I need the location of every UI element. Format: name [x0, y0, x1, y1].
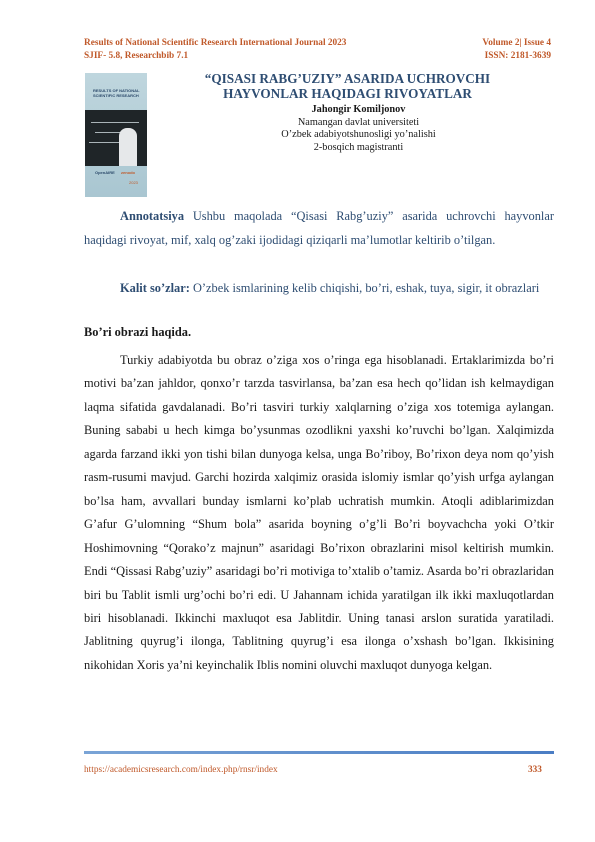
journal-cover-image [85, 73, 147, 197]
footer-rule [84, 751, 554, 754]
cover-photo [85, 110, 147, 166]
author-block [200, 104, 517, 154]
section-heading: Bo’ri obrazi haqida. [84, 325, 192, 339]
cover-year: 2023 [129, 180, 138, 185]
article-title [160, 72, 535, 101]
page-header [84, 37, 551, 62]
openaire-logo: OpenAIRE [95, 170, 115, 175]
zenodo-logo: zenodo [121, 170, 135, 175]
abstract [84, 205, 554, 252]
abstract-text: Ushbu maqolada “Qisasi Rabg’uziy” asarida uchrovchi hayvonlar haqidagi rivoyat, mif, xalq og’zaki ijodidagi qiziqarli ma’lumotlar keltirib o’tilgan. [84, 209, 554, 247]
volume-issue: Volume 2| Issue 4 [482, 38, 551, 48]
keywords-label: Kalit so’zlar: [120, 281, 190, 295]
impact-factors: SJIF- 5.8, Researchbib 7.1 [84, 50, 189, 61]
journal-name: Results of National Scientific Research International Journal 2023 [84, 38, 347, 48]
keywords [84, 277, 554, 301]
title-line-2: HAYVONLAR HAQIDAGI RIVOYATLAR [223, 85, 472, 101]
body-paragraph: Turkiy adabiyotda bu obraz o’ziga xos o’ringa ega hisoblanadi. Ertaklarimizda bo’ri motivi ba’zan jahldor, qonxo’r tarzda tasvirlansa, ba’zan esa hech qo’lidan ish kelmaydigan laqma sifatida gavdalanadi. Bo’ri tasviri turkiy xalqlarning o’ziga xos totemiga aylangan. Buning sababi u hech kimga bo’ysunmas ozodlikni yaxshi ko’ruvchi bo’lgan. Xalqimizda agarda farzand ikki yon tishi bilan dunyoga kelsa, unga Bo’riboy, Bo’rixon deya nom qo’yish rasm-rusumi mavjud. Garchi hozirda xalqimiz orasida islomiy ismlar qo’yish urfga aylangan bo’lsa ham, avvallari bunday ismlarni ko’plab uchratish mumkin. Atoqli adiblarimizdan G’afur G’ulomning “Shum bola” asarida boyning o’g’li Bo’ri boyvachcha yoki O’tkir Hoshimovning “Qorako’z majnun” asaridagi Bo’rixon obrazlarini misol keltirish mumkin. Endi “Qissasi Rabg’uziy” asaridagi bo’ri motiviga to’xtalib o’tamiz. Asarda bo’ri obrazlaridan biri bu Tablit ismli urg’ochi bo’ri edi. U Jahannam ichida yaratilgan ilk ikki maxluqotlardan biri hisoblanadi. Ikkinchi maxluqot esa Jablitdir. Uning tanasi arslon suratida yaratiladi. Jablitning quyrug’i ilonga, Tablitning quyrug’i esa ilonga o’xshash bo’lgan. Ikkisining nikohidan Xoris ya’ni keyinchalik Iblis nomini oluvchi maxluqot dunyoga kelgan. [84, 353, 554, 672]
keywords-text: O’zbek ismlarining kelib chiqishi, bo’ri, eshak, tuya, sigir, it obrazlari [189, 281, 540, 295]
abstract-label: Annotatsiya [120, 209, 185, 223]
affiliation-department: O’zbek adabiyotshunosligi yo’nalishi [281, 129, 436, 140]
affiliation-university: Namangan davlat universiteti [297, 116, 420, 128]
footer-journal-link[interactable]: https://academicsresearch.com/index.php/rnsr/index [84, 765, 278, 775]
affiliation-level: 2-bosqich magistranti [313, 141, 404, 153]
author-name: Jahongir Komiljonov [311, 104, 406, 115]
page-number: 333 [528, 765, 542, 775]
title-line-1: “QISASI RABG’UZIY” ASARIDA UCHROVCHI [204, 71, 491, 86]
issn: ISSN: 2181-3639 [484, 50, 551, 61]
cover-title: RESULTS OF NATIONAL SCIENTIFIC RESEARCH [93, 88, 140, 98]
